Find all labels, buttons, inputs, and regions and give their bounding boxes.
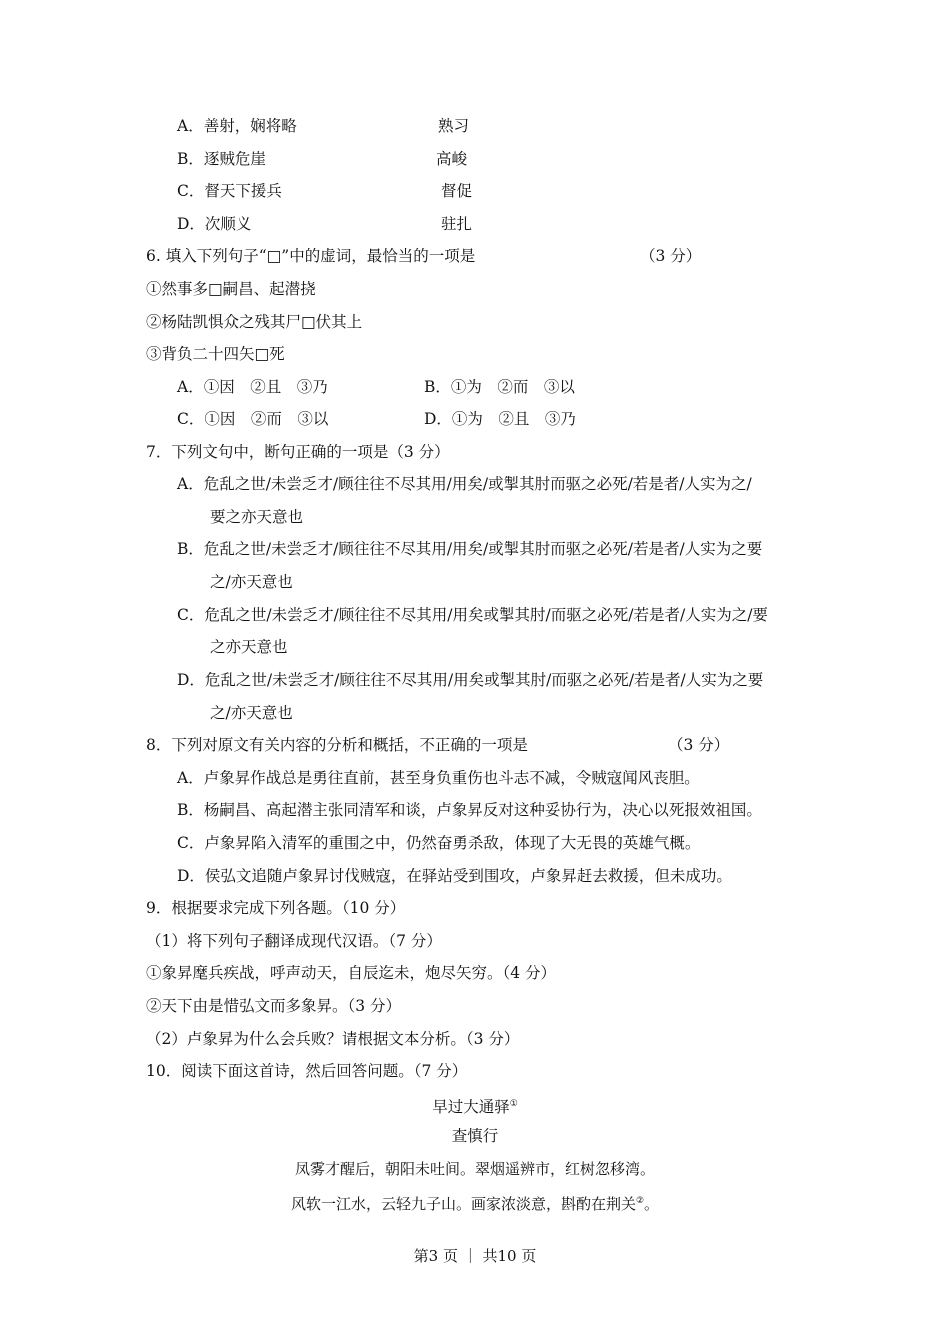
q5-option-c: C．督天下援兵 [177,182,282,200]
q8-stem: 8．下列对原文有关内容的分析和概括，不正确的一项是 [146,736,528,754]
poem-title-text: 早过大通驿 [432,1098,510,1117]
q7-option-d-line1: D．危乱之世/未尝乏才/顾往往不尽其用/用矣或掣其肘/而驱之必死/若是者/人实为之要 [177,671,764,689]
q7-option-a-line1: A．危乱之世/未尝乏才/顾往往不尽其用/用矣/或掣其肘而驱之必死/若是者/人实为之/ [177,475,752,493]
poem-line-2-note: ② [635,1196,645,1206]
q6-score: （3 分） [640,247,702,265]
q6-option-c: C．①因 ②而 ③以 [177,410,329,428]
q9-sentence-2: ②天下由是惜弘文而多象昇。（3 分） [146,997,402,1015]
q6-option-b: B．①为 ②而 ③以 [424,378,575,396]
poem-line-2 [0,1191,950,1214]
poem-title [0,1094,950,1117]
q6-sentence-3: ③背负二十四矢□死 [146,345,285,363]
q8-option-c: C．卢象昇陷入清军的重围之中，仍然奋勇杀敌，体现了大无畏的英雄气概。 [177,834,701,852]
q9-sub2: （2）卢象昇为什么会兵败？请根据文本分析。（3 分） [146,1030,520,1048]
q6-option-d: D．①为 ②且 ③乃 [424,410,576,428]
q5-option-b: B．逐贼危崖 [177,150,266,168]
q7-option-a-line2: 要之亦天意也 [210,508,304,526]
q6-option-a: A．①因 ②且 ③乃 [177,378,328,396]
poem-title-note: ① [509,1099,518,1109]
q7-option-d-line2: 之/亦天意也 [210,704,293,722]
q5-option-a: A．善射，娴将略 [177,117,297,135]
q5-option-a-gloss: 熟习 [438,117,470,135]
q9-stem: 9．根据要求完成下列各题。（10 分） [146,899,406,917]
poem-line-2-text: 风软一江水，云轻九子山。画家浓淡意，斟酌在荆关 [290,1195,636,1213]
q5-option-d-gloss: 驻扎 [441,215,473,233]
q10-stem: 10．阅读下面这首诗，然后回答问题。（7 分） [146,1062,468,1080]
q6-sentence-2: ②杨陆凯惧众之残其尸□伏其上 [146,313,363,331]
q7-option-c-line2: 之亦天意也 [210,638,288,656]
q7-option-b-line1: B．危乱之世/未尝乏才/顾往往不尽其用/用矣/或掣其肘而驱之必死/若是者/人实为之要 [177,540,763,558]
q6-stem: 6. 填入下列句子“□”中的虚词，最恰当的一项是 [146,247,476,265]
q9-sub1: （1）将下列句子翻译成现代汉语。（7 分） [146,932,442,950]
poem-author: 查慎行 [451,1127,499,1145]
poem-line-1: 凤雾才醒后，朝阳未吐间。翠烟遥辨市，红树忽移湾。 [294,1160,655,1178]
q7-option-c-line1: C．危乱之世/未尝乏才/顾往往不尽其用/用矣或掣其肘/而驱之必死/若是者/人实为之/要 [177,606,768,624]
page-footer: 第3 页 ｜ 共10 页 [413,1247,537,1265]
q7-stem: 7．下列文句中，断句正确的一项是（3 分） [146,443,450,461]
q8-option-d: D．侯弘文追随卢象昇讨伐贼寇，在驿站受到围攻，卢象昇赶去救援，但未成功。 [177,867,732,885]
q5-option-b-gloss: 高峻 [436,150,468,168]
q8-option-a: A．卢象昇作战总是勇往直前，甚至身负重伤也斗志不减，令贼寇闻风丧胆。 [177,769,700,787]
q9-sentence-1: ①象昇麾兵疾战，呼声动天，自辰迄未，炮尽矢穷。（4 分） [146,964,557,982]
q7-option-b-line2: 之/亦天意也 [210,573,293,591]
q5-option-d: D．次顺义 [177,215,252,233]
q8-option-b: B．杨嗣昌、高起潜主张同清军和谈，卢象昇反对这种妥协行为，决心以死报效祖国。 [177,801,762,819]
q8-score: （3 分） [668,736,730,754]
q5-option-c-gloss: 督促 [441,182,473,200]
poem-line-2-end: 。 [644,1195,660,1213]
q6-sentence-1: ①然事多□嗣昌、起潜挠 [146,280,316,298]
